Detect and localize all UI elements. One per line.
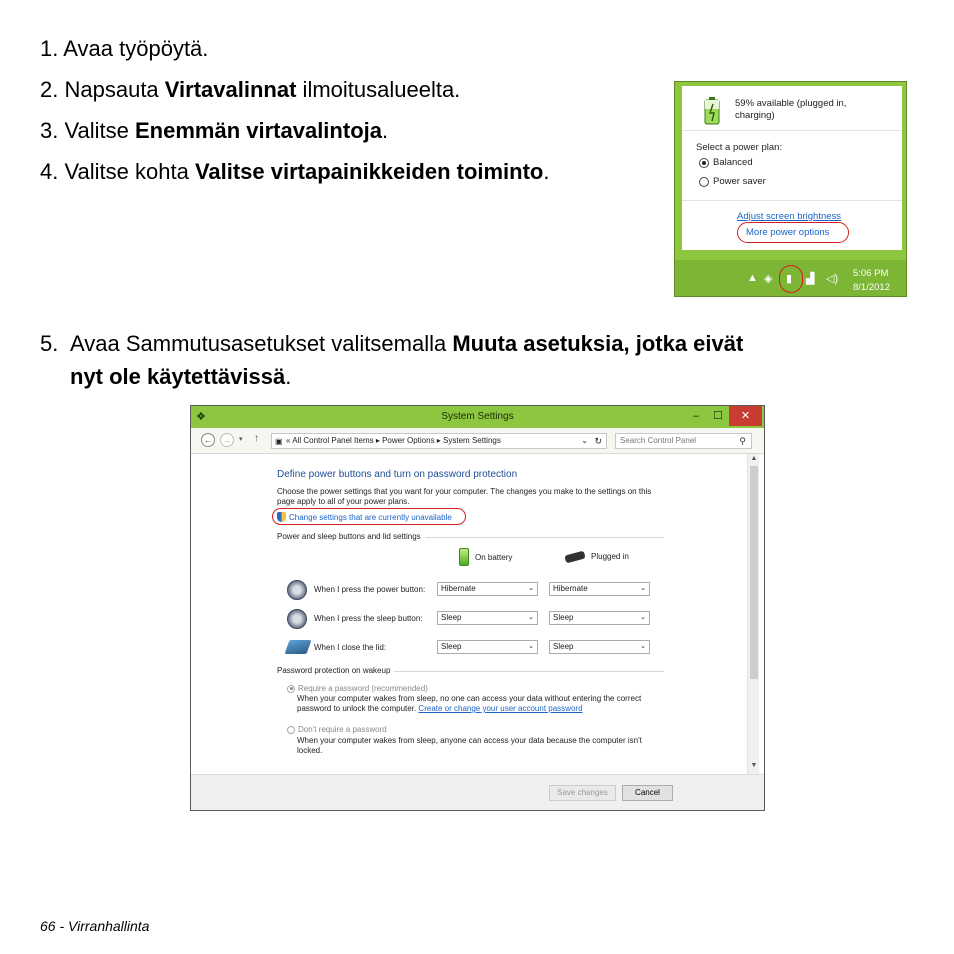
settings-content	[191, 454, 764, 774]
clock-date: 8/1/2012	[853, 282, 890, 293]
more-power-options-link[interactable]: More power options	[746, 227, 830, 238]
step-1-text: Avaa työpöytä.	[63, 36, 209, 61]
chevron-down-icon: ⌄	[640, 643, 646, 650]
breadcrumb-item-all-items[interactable]: All Control Panel Items	[292, 436, 374, 445]
step-2-bold: Virtavalinnat	[164, 77, 297, 102]
breadcrumb-item-system-settings[interactable]: System Settings	[443, 436, 501, 445]
title-bar[interactable]	[191, 406, 764, 428]
address-bar	[191, 428, 764, 454]
refresh-icon[interactable]: ↻	[594, 436, 602, 446]
show-hidden-icons-icon[interactable]: ▲	[747, 272, 758, 284]
radio-unselected-icon	[287, 726, 295, 734]
power-button-plugged-select[interactable]	[549, 582, 650, 596]
require-password-description	[297, 694, 657, 714]
plan-saver-radio[interactable]	[699, 176, 766, 187]
step-5	[40, 327, 914, 393]
step-2-number: 2.	[40, 77, 59, 102]
select-value: Sleep	[553, 642, 574, 651]
scroll-thumb[interactable]	[750, 466, 758, 679]
system-settings-window	[190, 405, 765, 811]
close-button[interactable]: ✕	[729, 406, 762, 426]
step-5-pre: Avaa Sammutusasetukset valitsemalla	[70, 331, 453, 356]
sleep-button-label: When I press the sleep button:	[314, 614, 423, 623]
section-password	[277, 666, 664, 676]
highlight-ring	[737, 222, 849, 243]
radio-selected-icon	[699, 158, 709, 168]
no-password-radio[interactable]	[287, 725, 387, 734]
step-2	[40, 77, 460, 103]
battery-icon	[459, 548, 469, 566]
select-value: Sleep	[441, 642, 462, 651]
battery-status-line-1: 59% available (plugged in,	[735, 98, 847, 109]
breadcrumb-separator-icon: ▸	[375, 436, 383, 445]
step-5-bold-2: nyt ole käytettävissä	[70, 364, 286, 389]
chevron-down-icon: ⌄	[528, 614, 534, 621]
control-panel-small-icon: ▣	[275, 437, 283, 446]
vertical-scrollbar[interactable]	[747, 454, 759, 774]
breadcrumb-separator-icon: ▸	[436, 436, 444, 445]
power-button-icon	[287, 580, 307, 600]
change-unavailable-settings-label: Change settings that are currently unavailable	[289, 512, 452, 522]
divider	[682, 130, 902, 131]
step-4	[40, 159, 550, 185]
breadcrumb-overflow[interactable]: «	[286, 436, 291, 445]
page-footer: 66 - Virranhallinta	[40, 918, 150, 934]
breadcrumb-item-power-options[interactable]: Power Options	[382, 436, 435, 445]
sleep-button-battery-select[interactable]	[437, 611, 538, 625]
window-title: System Settings	[441, 411, 514, 422]
action-bar	[191, 774, 764, 810]
select-value: Hibernate	[441, 584, 476, 593]
battery-flyout	[682, 86, 902, 250]
power-plan-label: Select a power plan:	[696, 142, 783, 153]
step-3-post: .	[381, 118, 389, 143]
cancel-button[interactable]: Cancel	[622, 785, 673, 801]
step-3	[40, 118, 388, 144]
step-4-bold: Valitse virtapainikkeiden toiminto	[194, 159, 544, 184]
step-5-post: .	[285, 364, 292, 389]
clock-time: 5:06 PM	[853, 268, 889, 279]
create-password-link[interactable]: Create or change your user account password	[418, 704, 583, 713]
battery-charging-icon	[702, 96, 724, 126]
maximize-button[interactable]: ☐	[713, 410, 723, 422]
recent-pages-chevron-icon[interactable]: ▾	[239, 436, 243, 443]
chevron-down-icon: ⌄	[640, 614, 646, 621]
chevron-down-icon: ⌄	[640, 585, 646, 592]
lid-label: When I close the lid:	[314, 643, 387, 652]
taskbar	[675, 260, 906, 296]
step-4-pre: Valitse kohta	[64, 159, 195, 184]
chevron-down-icon[interactable]: ⌄	[581, 436, 588, 445]
up-arrow-icon[interactable]: ↑	[254, 433, 259, 444]
forward-arrow-icon[interactable]: →	[220, 433, 234, 447]
section-power-buttons	[277, 532, 664, 542]
battery-popup-screenshot	[674, 81, 907, 297]
plan-balanced-label: Balanced	[713, 157, 753, 168]
chevron-down-icon: ⌄	[528, 643, 534, 650]
require-password-label: Require a password (recommended)	[298, 684, 428, 693]
column-plugged-in-label: Plugged in	[591, 552, 629, 561]
search-placeholder: Search Control Panel	[620, 436, 697, 445]
back-arrow-icon[interactable]: ←	[201, 433, 215, 447]
volume-tray-icon[interactable]: ◁)	[826, 273, 839, 285]
page-title: Define power buttons and turn on password protection	[277, 469, 518, 480]
step-2-post: ilmoitusalueelta.	[296, 77, 461, 102]
step-4-post: .	[543, 159, 550, 184]
select-value: Sleep	[553, 613, 574, 622]
section-password-label: Password protection on wakeup	[277, 666, 394, 675]
radio-selected-icon	[287, 685, 295, 693]
step-4-number: 4.	[40, 159, 59, 184]
step-5-bold-1: Muuta asetuksia, jotka eivät	[452, 331, 744, 356]
lid-plugged-select[interactable]	[549, 640, 650, 654]
shield-tray-icon[interactable]: ◈	[764, 273, 773, 285]
step-5-number: 5.	[40, 331, 59, 356]
control-panel-icon: ❖	[196, 411, 206, 423]
plan-saver-label: Power saver	[713, 176, 766, 187]
taskbar-clock[interactable]	[853, 267, 890, 295]
column-plugged-in	[565, 552, 629, 561]
step-3-bold: Enemmän virtavalintoja	[135, 118, 382, 143]
power-tray-icon[interactable]: ▮	[786, 273, 793, 285]
power-plug-icon	[564, 550, 585, 563]
step-2-pre: Napsauta	[64, 77, 165, 102]
laptop-lid-icon	[284, 640, 311, 654]
highlight-ring	[779, 265, 803, 293]
no-password-label: Don't require a password	[298, 725, 387, 734]
require-password-radio[interactable]	[287, 684, 428, 693]
scroll-down-icon[interactable]: ▼	[750, 762, 758, 769]
no-password-description: When your computer wakes from sleep, anyone can access your data because the computer isn't locked.	[297, 736, 642, 755]
step-3-pre: Valitse	[64, 118, 135, 143]
battery-status-line-2: charging)	[735, 110, 775, 121]
highlight-ring	[272, 508, 466, 525]
minimize-button[interactable]: –	[692, 410, 700, 422]
search-icon[interactable]: ⚲	[739, 436, 746, 446]
step-1-number: 1.	[40, 36, 59, 61]
adjust-brightness-link[interactable]: Adjust screen brightness	[737, 211, 842, 222]
radio-unselected-icon	[699, 177, 709, 187]
sleep-button-plugged-select[interactable]	[549, 611, 650, 625]
section-power-buttons-label: Power and sleep buttons and lid settings	[277, 532, 425, 541]
sleep-button-icon	[287, 609, 307, 629]
network-tray-icon[interactable]: ▟	[806, 273, 815, 285]
battery-status	[698, 96, 898, 126]
select-value: Hibernate	[553, 584, 588, 593]
plan-balanced-radio[interactable]	[699, 157, 753, 168]
lid-battery-select[interactable]	[437, 640, 538, 654]
search-input[interactable]	[615, 433, 752, 449]
step-3-number: 3.	[40, 118, 59, 143]
chevron-down-icon: ⌄	[528, 585, 534, 592]
power-button-battery-select[interactable]	[437, 582, 538, 596]
scroll-up-icon[interactable]: ▲	[750, 455, 758, 462]
step-1	[40, 36, 208, 62]
require-password-text: When your computer wakes from sleep, no one can access your data without entering the correct password to unlock the computer.	[297, 694, 642, 713]
page-description: Choose the power settings that you want for your computer. The changes you make to the settings on this page apply to all of your power plans.	[277, 487, 652, 506]
column-on-battery	[459, 548, 512, 566]
divider	[682, 200, 902, 201]
select-value: Sleep	[441, 613, 462, 622]
column-on-battery-label: On battery	[475, 552, 513, 562]
breadcrumb[interactable]	[271, 433, 607, 449]
step-5-continuation	[40, 360, 914, 393]
save-changes-button[interactable]: Save changes	[549, 785, 616, 801]
power-button-label: When I press the power button:	[314, 585, 426, 594]
